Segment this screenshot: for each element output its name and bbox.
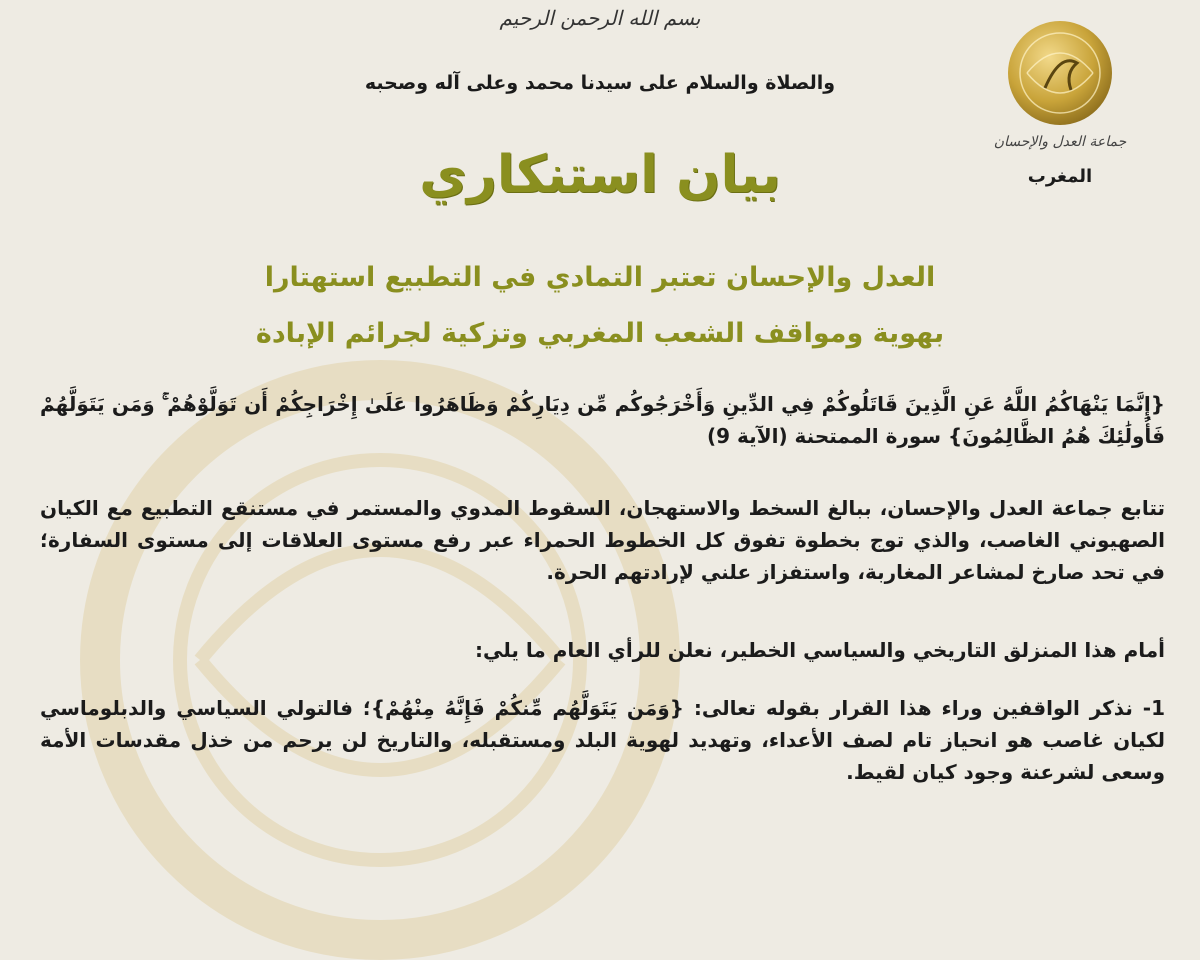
organization-name: جماعة العدل والإحسان bbox=[993, 134, 1127, 150]
statement-subtitle bbox=[200, 250, 1000, 362]
subtitle-line-2: بهوية ومواقف الشعب المغربي وتزكية لجرائم الإبادة bbox=[255, 318, 945, 349]
quran-quote-paragraph: {إِنَّمَا يَنْهَاكُمُ اللَّهُ عَنِ الَّذِينَ قَاتَلُوكُمْ فِي الدِّينِ وَأَخْرَجُوكُم مِّن دِيَارِكُمْ وَظَاهَرُوا عَلَىٰ إِخْرَاجِكُمْ أَن تَوَلَّوْهُمْ ۚ وَمَن يَتَوَلَّهُمْ فَأُولَٰئِكَ هُمُ الظَّالِمُونَ} سورة الممتحنة (الآية 9) bbox=[40, 392, 1165, 448]
basmala: بسم الله الرحمن الرحيم bbox=[499, 6, 701, 30]
organization-logo-block bbox=[960, 18, 1160, 208]
lead-paragraph: أمام هذا المنزلق التاريخي والسياسي الخطير، نعلن للرأي العام ما يلي: bbox=[474, 638, 1165, 662]
emblem-logo-icon bbox=[1005, 18, 1115, 128]
subtitle-line-1: العدل والإحسان تعتبر التمادي في التطبيع استهتارا bbox=[264, 262, 936, 293]
statement-title: بيان استنكاري bbox=[419, 145, 781, 205]
country-label: المغرب bbox=[1027, 166, 1093, 187]
point-1-paragraph: 1- نذكر الواقفين وراء هذا القرار بقوله تعالى: {وَمَن يَتَوَلَّهُم مِّنكُمْ فَإِنَّهُ مِنْهُمْ}؛ فالتولي السياسي والدبلوماسي لكيان غاصب هو انحياز تام لصف الأعداء، وتهديد لهوية البلد ومستقبله، والتاريخ لن يرحم من خذل مقدسات الأمة وسعى لشرعنة وجود كيان لقيط. bbox=[40, 696, 1165, 784]
intro-paragraph: تتابع جماعة العدل والإحسان، ببالغ السخط والاستهجان، السقوط المدوي والمستمر في مستنقع التطبيع مع الكيان الصهيوني الغاصب، والذي توج بخطوة تفوق كل الخطوط الحمراء عبر رفع مستوى العلاقات إلى مستوى السفارة؛ في تحد صارخ لمشاعر المغاربة، واستفزاز علني لإرادتهم الحرة. bbox=[40, 496, 1165, 584]
salat-line: والصلاة والسلام على سيدنا محمد وعلى آله وصحبه bbox=[364, 72, 836, 94]
